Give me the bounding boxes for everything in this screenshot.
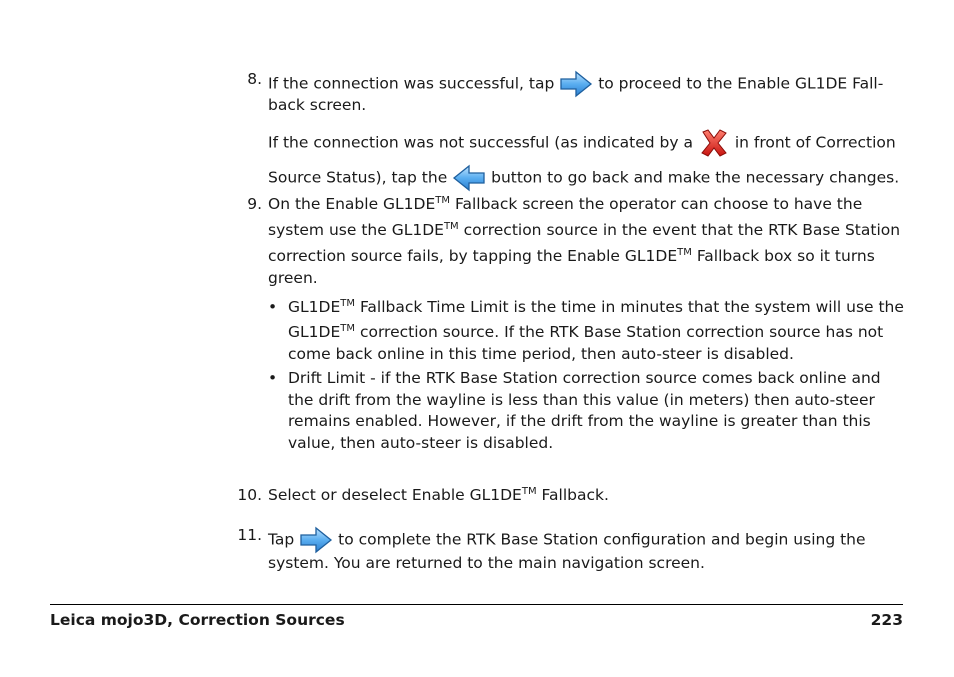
text-segment: Fallback screen the operator can choose to have the xyxy=(454,195,863,213)
text-segment: GL1DE xyxy=(288,298,341,316)
step-text: system. You are returned to the main navigation screen. xyxy=(268,554,705,572)
arrow-right-icon xyxy=(559,69,593,99)
step-text xyxy=(268,194,862,214)
step-number: 11. xyxy=(237,526,262,544)
bullet-marker: • xyxy=(268,298,278,316)
text-segment: If the connection was successful, tap xyxy=(268,74,555,93)
step-text xyxy=(268,485,609,505)
footer-title: Leica mojo3D, Correction Sources xyxy=(50,611,345,629)
trademark: TM xyxy=(435,195,451,206)
text-segment: correction source. If the RTK Base Station correction source has not xyxy=(359,323,884,341)
bullet-text xyxy=(288,322,883,342)
text-segment: If the connection was not successful (as indicated by a xyxy=(268,133,693,152)
text-segment: Select or deselect Enable GL1DE xyxy=(268,486,522,504)
step-text: back screen. xyxy=(268,96,367,114)
step-text: green. xyxy=(268,269,318,287)
text-segment: to proceed to the Enable GL1DE Fall- xyxy=(598,74,884,93)
text-segment: Source Status), tap the xyxy=(268,168,448,187)
step-text xyxy=(268,128,896,158)
text-segment: Fallback. xyxy=(541,486,609,504)
step-text xyxy=(268,163,899,193)
step-number: 10. xyxy=(237,486,262,504)
step-number: 9. xyxy=(247,195,262,213)
bullet-text: come back online in this time period, then auto-steer is disabled. xyxy=(288,345,794,363)
bullet-text xyxy=(288,297,904,317)
step-number: 8. xyxy=(247,70,262,88)
text-segment: correction source in the event that the RTK Base Station xyxy=(463,221,901,239)
text-segment: in front of Correction xyxy=(734,133,896,152)
text-segment: On the Enable GL1DE xyxy=(268,195,436,213)
step-text xyxy=(268,246,875,266)
bullet-text: the drift from the wayline is less than this value (in meters) then auto-steer xyxy=(288,391,875,409)
text-segment: system use the GL1DE xyxy=(268,221,444,239)
footer-divider xyxy=(50,604,903,605)
trademark: TM xyxy=(340,298,355,309)
text-segment: correction source fails, by tapping the Enable GL1DE xyxy=(268,247,678,265)
bullet-text: value, then auto-steer is disabled. xyxy=(288,434,554,452)
trademark: TM xyxy=(521,486,537,497)
arrow-right-icon xyxy=(299,525,333,555)
text-segment: button to go back and make the necessary changes. xyxy=(491,168,900,187)
trademark: TM xyxy=(443,221,459,232)
arrow-left-icon xyxy=(452,163,486,193)
step-text xyxy=(268,525,866,555)
trademark: TM xyxy=(677,247,692,258)
red-x-icon xyxy=(698,128,730,158)
trademark: TM xyxy=(340,323,355,334)
text-segment: Fallback Time Limit is the time in minutes that the system will use the xyxy=(359,298,904,316)
text-segment: Fallback box so it turns xyxy=(696,247,875,265)
step-text xyxy=(268,220,900,240)
text-segment: Tap xyxy=(268,530,295,549)
page-number: 223 xyxy=(870,611,903,629)
text-segment: to complete the RTK Base Station configuration and begin using the xyxy=(338,530,866,549)
bullet-text: Drift Limit - if the RTK Base Station correction source comes back online and xyxy=(288,369,881,387)
text-segment: GL1DE xyxy=(288,323,341,341)
bullet-marker: • xyxy=(268,369,278,387)
bullet-text: remains enabled. However, if the drift from the wayline is greater than this xyxy=(288,412,871,430)
